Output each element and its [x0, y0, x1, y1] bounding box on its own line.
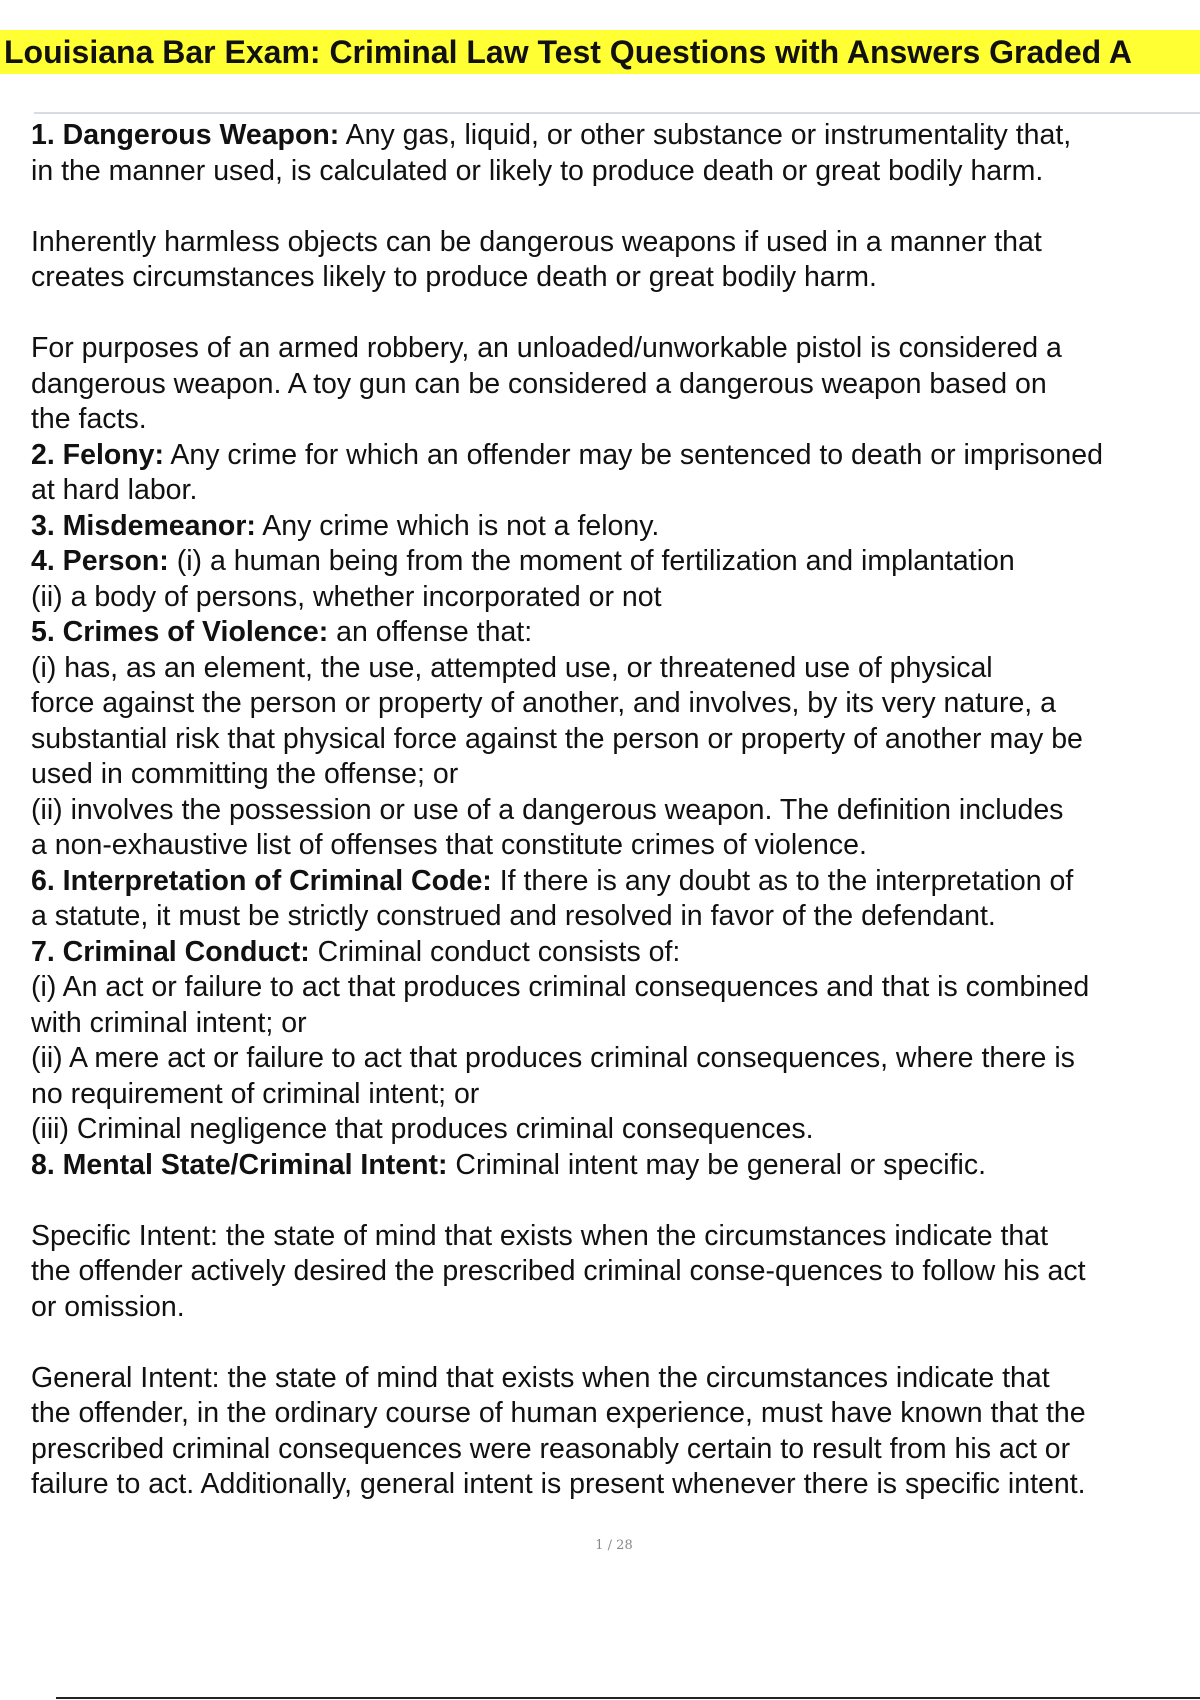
text-line: [31, 651, 1200, 687]
line-text: with criminal intent; or: [31, 1006, 307, 1039]
line-text: failure to act. Additionally, general intent is present whenever there is specific intent.: [31, 1468, 1086, 1500]
text-line: [31, 793, 1200, 829]
text-line: [31, 970, 1200, 1006]
text-line: [31, 473, 1200, 509]
text-line: [31, 438, 1200, 474]
definition-term: 4. Person:: [31, 545, 169, 577]
text-line: [31, 509, 1200, 545]
text-line: [31, 828, 1200, 864]
line-text: (i) An act or failure to act that produces criminal consequences and that is combined: [31, 971, 1090, 1003]
text-line: [31, 402, 1200, 438]
line-text: Inherently harmless objects can be dangerous weapons if used in a manner that: [31, 225, 1042, 258]
text-line: [31, 580, 1200, 616]
line-text: (i) a human being from the moment of fertilization and implantation: [168, 545, 1015, 577]
line-text: (iii) Criminal negligence that produces criminal consequences.: [31, 1113, 814, 1145]
line-text: force against the person or property of another, and involves, by its very nature, a: [31, 687, 1056, 719]
text-line: [31, 1077, 1200, 1113]
line-text: (ii) A mere act or failure to act that produces criminal consequences, where there is: [31, 1042, 1075, 1074]
line-text: prescribed criminal consequences were reasonably certain to result from his act or: [31, 1432, 1071, 1465]
text-line: [31, 260, 1200, 296]
definition-term: 8. Mental State/Criminal Intent:: [31, 1148, 448, 1181]
line-text: Criminal intent may be general or specific.: [447, 1148, 987, 1181]
document-body: [31, 118, 1200, 1518]
footer-divider: [56, 1697, 1200, 1699]
text-line: [31, 1112, 1200, 1148]
line-text: If there is any doubt as to the interpretation of: [491, 864, 1074, 897]
line-text: creates circumstances likely to produce death or great bodily harm.: [31, 261, 877, 293]
line-text: Any gas, liquid, or other substance or instrumentality that,: [339, 119, 1072, 151]
text-line: [31, 1290, 1200, 1326]
text-line: [31, 1041, 1200, 1077]
text-line: [31, 331, 1200, 367]
paragraph-gap: [31, 1183, 1200, 1219]
line-text: a non-exhaustive list of offenses that constitute crimes of violence.: [31, 829, 867, 861]
definition-term: 5. Crimes of Violence:: [31, 616, 329, 648]
line-text: a statute, it must be strictly construed and resolved in favor of the defendant.: [31, 900, 996, 932]
text-line: [31, 118, 1200, 154]
text-line: [31, 615, 1200, 651]
line-text: no requirement of criminal intent; or: [31, 1077, 480, 1110]
text-line: [31, 1006, 1200, 1042]
definition-term: 6. Interpretation of Criminal Code:: [31, 864, 492, 897]
line-text: Any crime for which an offender may be sentenced to death or imprisoned: [164, 438, 1103, 471]
text-line: [31, 935, 1200, 971]
line-text: the facts.: [31, 403, 147, 435]
text-line: [31, 544, 1200, 580]
line-text: at hard labor.: [31, 474, 198, 506]
text-line: [31, 1219, 1200, 1255]
text-line: [31, 1432, 1200, 1468]
line-text: (ii) a body of persons, whether incorporated or not: [31, 580, 662, 613]
line-text: or omission.: [31, 1290, 185, 1323]
paragraph-gap: [31, 189, 1200, 225]
line-text: used in committing the offense; or: [31, 758, 459, 790]
text-line: [31, 154, 1200, 190]
text-line: [31, 757, 1200, 793]
line-text: General Intent: the state of mind that exists when the circumstances indicate that: [31, 1361, 1050, 1394]
text-line: [31, 1361, 1200, 1397]
text-line: [31, 1396, 1200, 1432]
text-line: [31, 1148, 1200, 1184]
text-line: [31, 722, 1200, 758]
page-number: 1 / 28: [595, 1538, 633, 1553]
text-line: [31, 1254, 1200, 1290]
definition-term: 2. Felony:: [31, 438, 165, 471]
line-text: in the manner used, is calculated or likely to produce death or great bodily harm.: [31, 154, 1044, 187]
line-text: Any crime which is not a felony.: [255, 509, 660, 542]
line-text: an offense that:: [328, 616, 533, 648]
line-text: (ii) involves the possession or use of a dangerous weapon. The definition includes: [31, 793, 1064, 826]
line-text: substantial risk that physical force against the person or property of another may be: [31, 722, 1083, 755]
line-text: (i) has, as an element, the use, attempted use, or threatened use of physical: [31, 651, 993, 684]
document-title: Louisiana Bar Exam: Criminal Law Test Questions with Answers Graded A: [4, 34, 1132, 70]
line-text: For purposes of an armed robbery, an unloaded/unworkable pistol is considered a: [31, 332, 1062, 364]
text-line: [31, 864, 1200, 900]
line-text: the offender actively desired the prescribed criminal conse-quences to follow his act: [31, 1255, 1086, 1287]
definition-term: 1. Dangerous Weapon:: [31, 119, 340, 151]
definition-term: 7. Criminal Conduct:: [31, 935, 310, 968]
text-line: [31, 367, 1200, 403]
line-text: the offender, in the ordinary course of human experience, must have known that the: [31, 1397, 1086, 1429]
paragraph-gap: [31, 296, 1200, 332]
document-title-bar: [0, 30, 1200, 74]
line-text: dangerous weapon. A toy gun can be considered a dangerous weapon based on: [31, 367, 1047, 400]
text-line: [31, 1467, 1200, 1503]
definition-term: 3. Misdemeanor:: [31, 509, 256, 542]
text-line: [31, 225, 1200, 261]
paragraph-gap: [31, 1325, 1200, 1361]
line-text: Criminal conduct consists of:: [309, 935, 681, 968]
text-line: [31, 899, 1200, 935]
header-divider: [34, 112, 1200, 114]
text-line: [31, 686, 1200, 722]
line-text: Specific Intent: the state of mind that exists when the circumstances indicate that: [31, 1219, 1049, 1252]
